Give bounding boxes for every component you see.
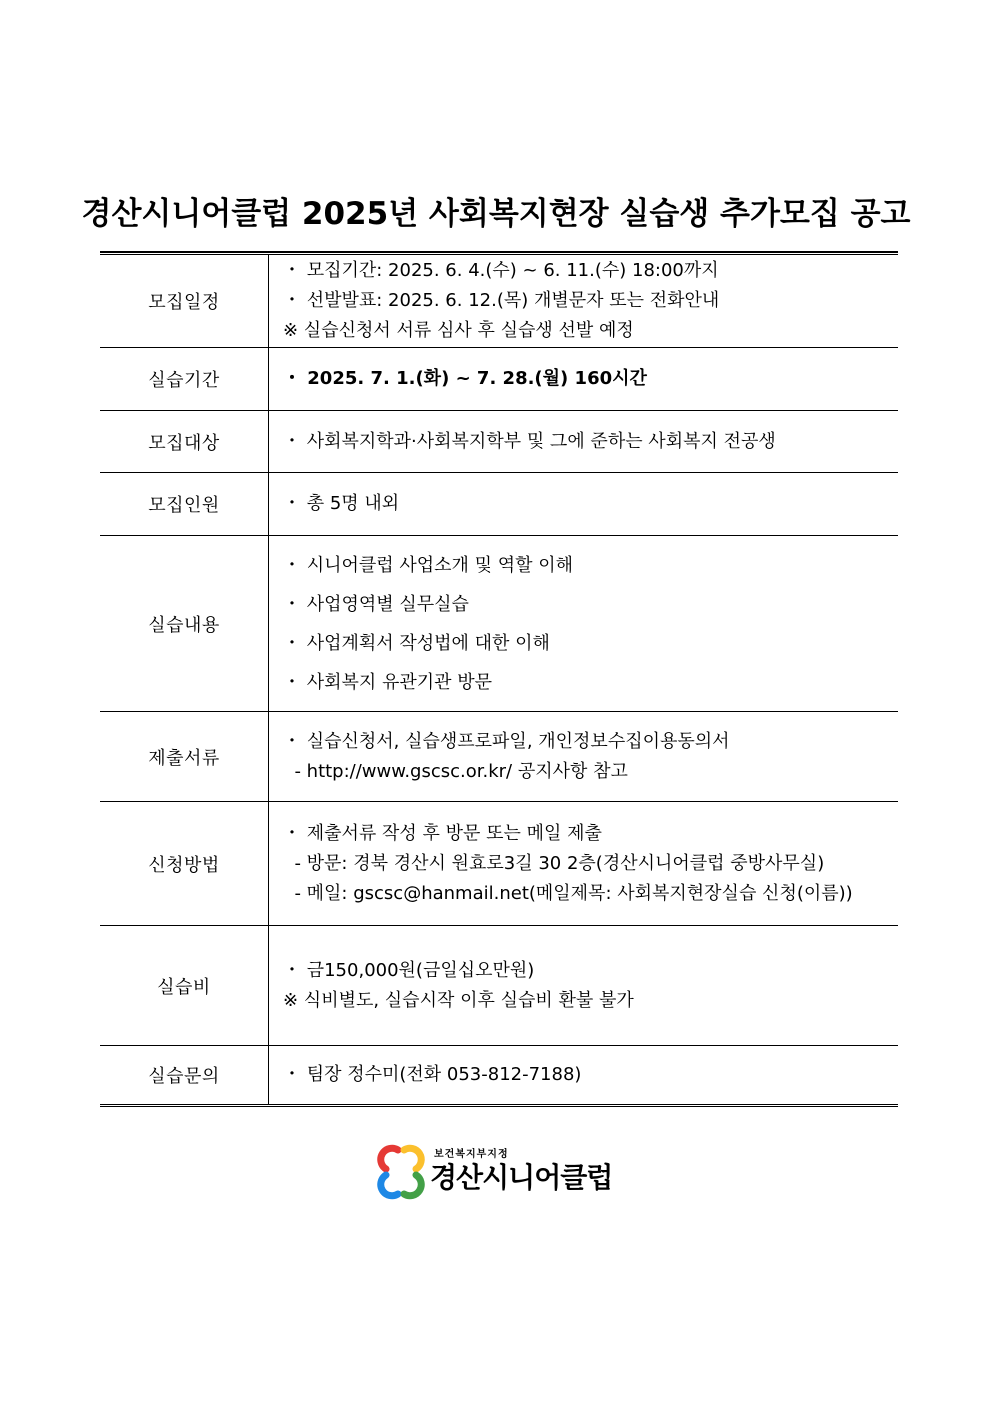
row-line: ・ 2025. 7. 1.(화) ~ 7. 28.(월) 160시간 (283, 368, 647, 389)
row-line: - http://www.gscsc.or.kr/ 공지사항 참고 (283, 760, 628, 782)
row-line: ※ 실습신청서 서류 심사 후 실습생 선발 예정 (283, 320, 634, 341)
row-line: ・ 선발발표: 2025. 6. 12.(목) 개별문자 또는 전화안내 (283, 290, 720, 311)
row-line: ・ 시니어클럽 사업소개 및 역할 이해 (283, 554, 574, 576)
row-content (269, 1046, 898, 1104)
row-line: ・ 실습신청서, 실습생프로파일, 개인정보수집이용동의서 (283, 730, 730, 752)
row-line: ・ 사업영역별 실무실습 (283, 593, 469, 615)
row-content (269, 473, 898, 535)
row-line: ・ 금150,000원(금일십오만원) (283, 960, 535, 981)
row-label: 신청방법 (100, 802, 269, 925)
row-line: - 방문: 경북 경산시 원효로3길 30 2층(경산시니어클럽 중방사무실) (283, 852, 825, 874)
row-label: 모집일정 (100, 255, 269, 347)
row-label: 제출서류 (100, 712, 269, 801)
logo-subtitle: 보건복지부지정 (434, 1149, 509, 1160)
row-label: 실습내용 (100, 536, 269, 711)
table-row-documents (100, 712, 898, 802)
row-content (269, 712, 898, 801)
row-label: 모집대상 (100, 411, 269, 472)
row-line: ・ 사회복지 유관기관 방문 (283, 671, 493, 693)
row-line: ・ 사업계획서 작성법에 대한 이해 (283, 632, 550, 654)
row-label: 실습비 (100, 926, 269, 1045)
row-content (269, 348, 898, 410)
clover-logo-icon (372, 1142, 430, 1200)
table-row-contents (100, 536, 898, 712)
table-row-apply (100, 802, 898, 926)
row-content (269, 411, 898, 472)
table-row-headcount (100, 473, 898, 536)
row-line: ・ 제출서류 작성 후 방문 또는 메일 제출 (283, 822, 602, 844)
row-content (269, 926, 898, 1045)
row-line: ※ 식비별도, 실습시작 이후 실습비 환불 불가 (283, 990, 634, 1011)
table-row-target (100, 411, 898, 473)
row-content (269, 255, 898, 347)
organization-logo (372, 1142, 632, 1200)
table-row-schedule (100, 255, 898, 348)
row-content (269, 802, 898, 925)
row-label: 실습문의 (100, 1046, 269, 1104)
row-label: 모집인원 (100, 473, 269, 535)
table-row-contact (100, 1046, 898, 1104)
row-line: ・ 팀장 정수미(전화 053-812-7188) (283, 1064, 582, 1085)
notice-table (100, 252, 898, 1107)
row-line: - 메일: gscsc@hanmail.net(메일제목: 사회복지현장실습 신청(이름)) (283, 882, 853, 904)
row-content (269, 536, 898, 711)
row-line: ・ 모집기간: 2025. 6. 4.(수) ~ 6. 11.(수) 18:00까지 (283, 260, 719, 281)
row-label: 실습기간 (100, 348, 269, 410)
table-row-period (100, 348, 898, 411)
page-title: 경산시니어클럽 2025년 사회복지현장 실습생 추가모집 공고 (81, 196, 911, 232)
row-line: ・ 총 5명 내외 (283, 493, 400, 514)
logo-name: 경산시니어클럽 (430, 1161, 613, 1194)
row-line: ・ 사회복지학과·사회복지학부 및 그에 준하는 사회복지 전공생 (283, 430, 776, 452)
table-row-fee (100, 926, 898, 1046)
